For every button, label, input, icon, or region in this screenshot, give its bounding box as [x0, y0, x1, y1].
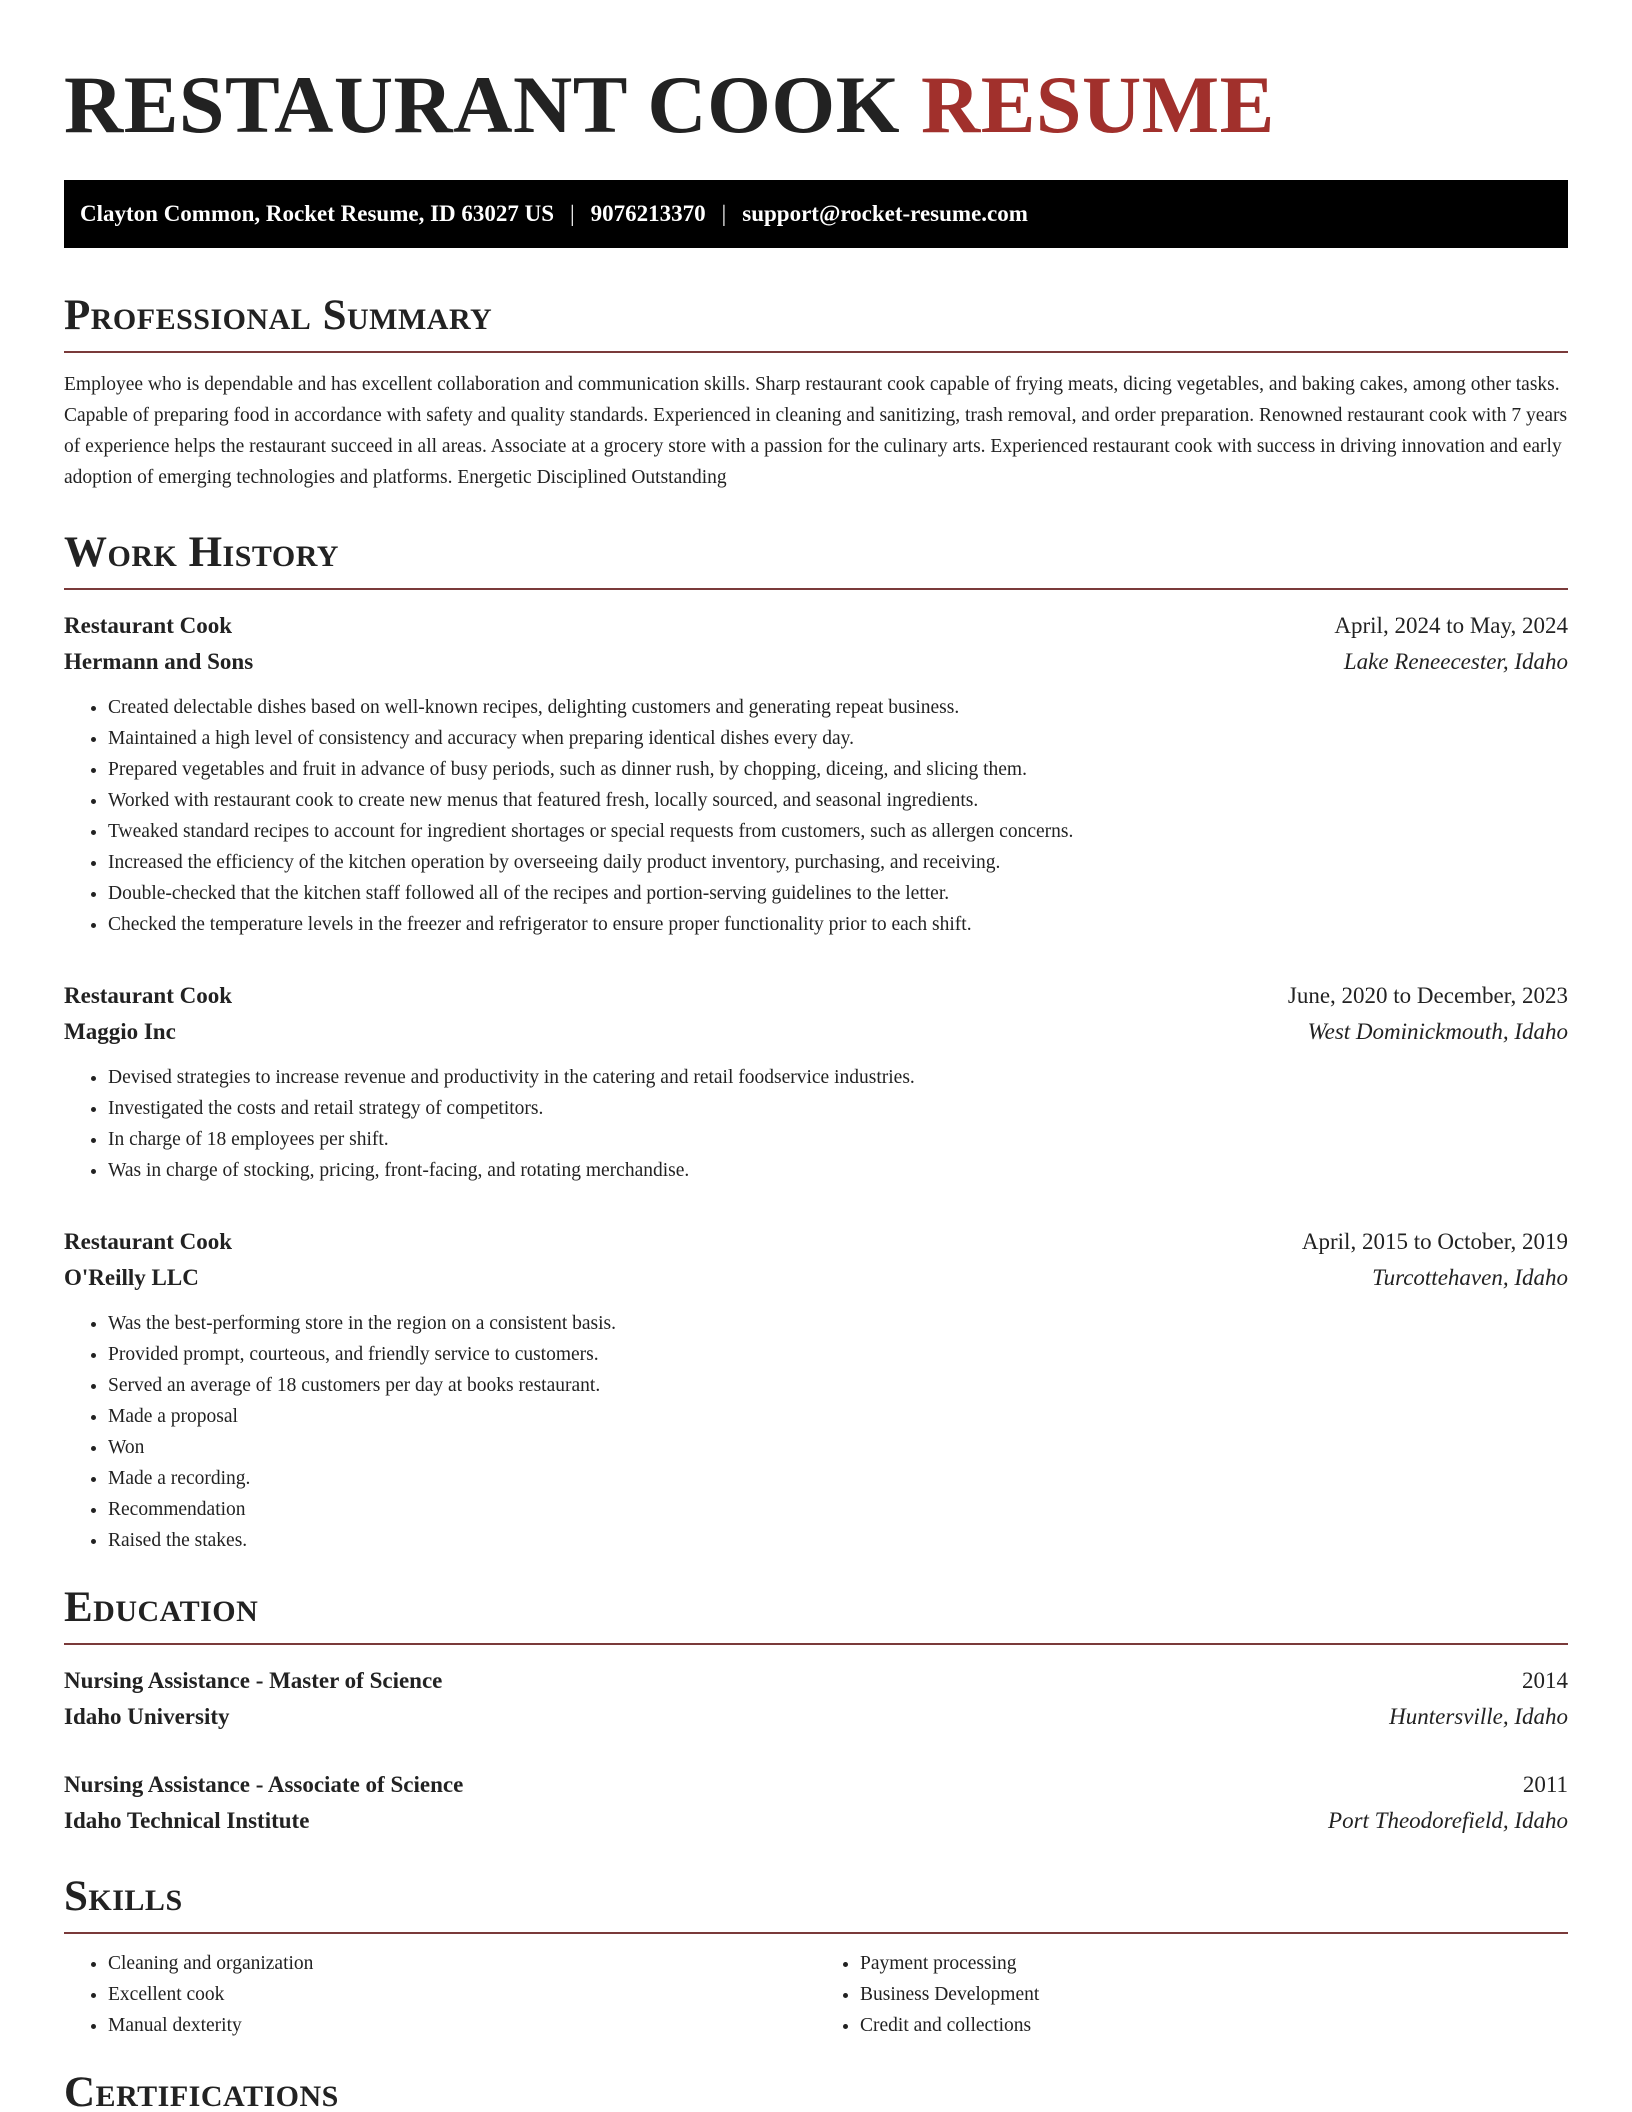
job-header-row: [64, 608, 1568, 644]
job-bullet: • Recommendation: [108, 1494, 1568, 1525]
job-dates: April, 2015 to October, 2019: [1301, 1229, 1568, 1254]
skill-item: • Business Development: [860, 1979, 1568, 2010]
job-company-row: [64, 644, 1568, 680]
title-main: RESTAURANT COOK: [64, 59, 900, 150]
education-list: [64, 1663, 1568, 1839]
job-entry: [64, 978, 1568, 1186]
summary-text: Employee who is dependable and has excellent collaboration and communication skills. Sharp restaurant cook capable of frying meats, dicing vegetables, and baking cakes, among other tasks. Capable of preparing food in accordance with safety and quality standards. Experienced in cleaning and sanitizing, trash removal, and order preparation. Renowned restaurant cook with 7 years of experience helps the restaurant succeed in all areas. Associate at a grocery store with a passion for the culinary arts. Experienced restaurant cook with success in driving innovation and early adoption of emerging technologies and platforms. Energetic Disciplined Outstanding: [64, 374, 1568, 488]
contact-separator: |: [570, 201, 575, 226]
skills-grid: [64, 1948, 1568, 2041]
job-header-row: [64, 1224, 1568, 1260]
skill-item: • Manual dexterity: [108, 2010, 816, 2041]
title-accent: RESUME: [921, 59, 1275, 150]
job-bullet: • Served an average of 18 customers per day at books restaurant.: [108, 1370, 1568, 1401]
education-location: Port Theodorefield, Idaho: [1328, 1808, 1568, 1833]
job-company: Hermann and Sons: [64, 649, 254, 674]
education-header-row: [64, 1663, 1568, 1699]
job-company-row: [64, 1260, 1568, 1296]
job-company-row: [64, 1014, 1568, 1050]
contact-email: support@rocket-resume.com: [742, 201, 1028, 226]
job-bullet: • Created delectable dishes based on well-known recipes, delighting customers and generating repeat business.: [108, 692, 1568, 723]
contact-address: Clayton Common, Rocket Resume, ID 63027 US: [80, 201, 555, 226]
education-school-row: [64, 1699, 1568, 1735]
skill-item: • Cleaning and organization: [108, 1948, 816, 1979]
job-entry: [64, 608, 1568, 940]
job-bullets: [64, 692, 1568, 940]
job-bullet: • Maintained a high level of consistency and accuracy when preparing identical dishes every day.: [108, 723, 1568, 754]
job-bullets: [64, 1062, 1568, 1186]
jobs-list: [64, 608, 1568, 1556]
education-school: Idaho Technical Institute: [64, 1808, 310, 1833]
education-degree: Nursing Assistance - Associate of Science: [64, 1772, 464, 1797]
education-location: Huntersville, Idaho: [1389, 1704, 1568, 1729]
contact-separator: |: [721, 201, 727, 226]
education-year: 2011: [1522, 1772, 1568, 1797]
job-bullets: [64, 1308, 1568, 1556]
contact-bar: [64, 180, 1568, 248]
contact-phone: 9076213370: [590, 201, 706, 226]
job-header-row: [64, 978, 1568, 1014]
job-bullet: • Increased the efficiency of the kitchen operation by overseeing daily product inventory, purchasing, and receiving.: [108, 847, 1568, 878]
job-location: West Dominickmouth, Idaho: [1307, 1019, 1568, 1044]
job-bullet: • Checked the temperature levels in the freezer and refrigerator to ensure proper functionality prior to each shift.: [108, 909, 1568, 940]
skills-column-right: [816, 1948, 1568, 2041]
job-bullet: • Won: [108, 1432, 1568, 1463]
job-bullet: • Prepared vegetables and fruit in advance of busy periods, such as dinner rush, by chopping, diceing, and slicing them.: [108, 754, 1568, 785]
job-bullet: • Investigated the costs and retail strategy of competitors.: [108, 1093, 1568, 1124]
job-bullet: • Raised the stakes.: [108, 1525, 1568, 1556]
job-bullet: • Tweaked standard recipes to account for ingredient shortages or special requests from customers, such as allergen concerns.: [108, 816, 1568, 847]
job-bullet: • Devised strategies to increase revenue and productivity in the catering and retail foodservice industries.: [108, 1062, 1568, 1093]
job-company: O'Reilly LLC: [64, 1265, 199, 1290]
job-company: Maggio Inc: [64, 1019, 176, 1044]
skills-heading: Skills: [64, 1875, 1568, 1934]
education-header-row: [64, 1767, 1568, 1803]
job-bullet: • Provided prompt, courteous, and friendly service to customers.: [108, 1339, 1568, 1370]
job-title: Restaurant Cook: [64, 613, 233, 638]
summary-heading: Professional Summary: [64, 294, 1568, 353]
resume-title: [64, 59, 1568, 150]
job-bullet: • Made a proposal: [108, 1401, 1568, 1432]
job-bullet: • Made a recording.: [108, 1463, 1568, 1494]
skills-column-left: [64, 1948, 816, 2041]
job-bullet: • In charge of 18 employees per shift.: [108, 1124, 1568, 1155]
certifications-heading: Certifications: [64, 2071, 1568, 2112]
skill-item: • Excellent cook: [108, 1979, 816, 2010]
education-school: Idaho University: [64, 1704, 230, 1729]
job-bullet: • Double-checked that the kitchen staff followed all of the recipes and portion-serving guidelines to the letter.: [108, 878, 1568, 909]
education-year: 2014: [1522, 1668, 1568, 1693]
job-bullet: • Was in charge of stocking, pricing, front-facing, and rotating merchandise.: [108, 1155, 1568, 1186]
skill-item: • Credit and collections: [860, 2010, 1568, 2041]
education-entry: [64, 1767, 1568, 1839]
summary-section: [64, 294, 1568, 493]
job-entry: [64, 1224, 1568, 1556]
education-section: [64, 1586, 1568, 1839]
education-entry: [64, 1663, 1568, 1735]
job-dates: June, 2020 to December, 2023: [1287, 983, 1568, 1008]
work-history-section: [64, 531, 1568, 1556]
job-title: Restaurant Cook: [64, 1229, 233, 1254]
skills-section: [64, 1875, 1568, 2041]
education-heading: Education: [64, 1586, 1568, 1645]
job-title: Restaurant Cook: [64, 983, 233, 1008]
education-school-row: [64, 1803, 1568, 1839]
education-degree: Nursing Assistance - Master of Science: [64, 1668, 443, 1693]
job-bullet: • Was the best-performing store in the region on a consistent basis.: [108, 1308, 1568, 1339]
job-dates: April, 2024 to May, 2024: [1334, 613, 1568, 638]
work-history-heading: Work History: [64, 531, 1568, 590]
job-bullet: • Worked with restaurant cook to create new menus that featured fresh, locally sourced, and seasonal ingredients.: [108, 785, 1568, 816]
job-location: Turcottehaven, Idaho: [1372, 1265, 1568, 1290]
certifications-section: [64, 2071, 1568, 2112]
skill-item: • Payment processing: [860, 1948, 1568, 1979]
job-location: Lake Reneecester, Idaho: [1343, 649, 1568, 674]
